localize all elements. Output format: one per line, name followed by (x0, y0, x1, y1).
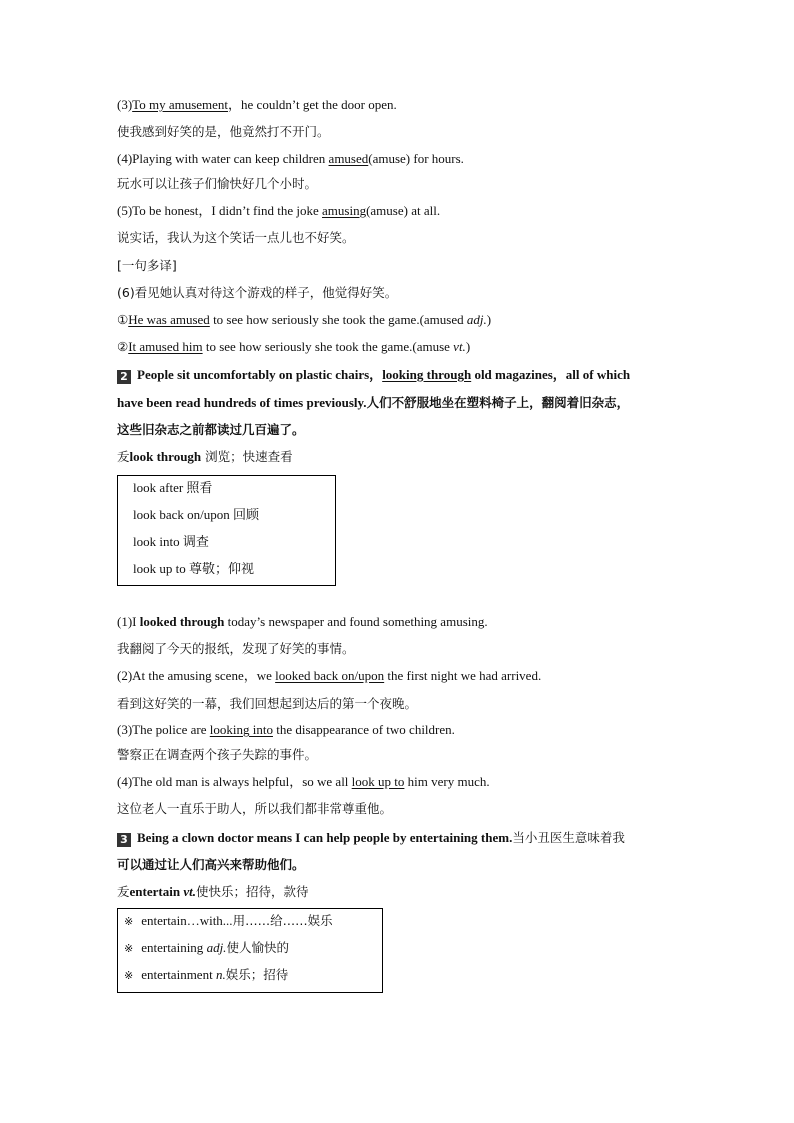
item-2-sentence-line1: 2 People sit uncomfortably on plastic chairs，looking through old magazines，all of which (117, 366, 630, 384)
phrase-box-look (117, 475, 336, 586)
example-5-translation: 说实话，我认为这个笑话一点儿也不好笑。 (117, 230, 355, 245)
phrase-box-item: ※ entertain…with...用……给……娱乐 (124, 913, 333, 928)
phrase-box-item: ※ entertainment n.娱乐；招待 (124, 967, 289, 982)
item-3-sentence-line2: 可以通过让人们高兴来帮助他们。 (117, 857, 305, 872)
example-3-translation: 使我感到好笑的是，他竟然打不开门。 (117, 124, 330, 139)
phrase-box-item: look after 照看 (133, 480, 213, 495)
example-3: (3)To my amusement，he couldn’t get the door open. (117, 97, 397, 112)
reference-mark-icon: ※ (124, 969, 134, 982)
item-2-key-term: 叐look through 浏览；快速查看 (117, 449, 293, 464)
item-2-example-4: (4)The old man is always helpful，so we all look up to him very much. (117, 774, 490, 789)
example-6: (6)看见她认真对待这个游戏的样子，他觉得好笑。 (117, 285, 398, 300)
item-3-sentence-line1: 3 Being a clown doctor means I can help people by entertaining them.当小丑医生意味着我 (117, 829, 625, 847)
phrase-box-item: look into 调查 (133, 534, 209, 549)
reference-mark-icon: ※ (124, 915, 134, 928)
reference-mark-icon: ※ (124, 942, 134, 955)
item-2-example-4-translation: 这位老人一直乐于助人，所以我们都非常尊重他。 (117, 801, 393, 816)
item-2-example-1: (1)I looked through today’s newspaper and found something amusing. (117, 614, 488, 629)
key-marker-icon: 叐 (117, 449, 130, 464)
example-6b: ②It amused him to see how seriously she took the game.(amuse vt.) (117, 339, 471, 354)
item-2-example-3-translation: 警察正在调查两个孩子失踪的事件。 (117, 747, 318, 762)
phrase-box-item: look back on/upon 回顾 (133, 507, 260, 522)
phrase-box-entertain (117, 908, 383, 993)
phrase-box-item: ※ entertaining adj.使人愉快的 (124, 940, 289, 955)
example-6a: ①He was amused to see how seriously she took the game.(amused adj.) (117, 312, 492, 327)
example-4: (4)Playing with water can keep children amused(amuse) for hours. (117, 151, 464, 166)
item-number-badge: 2 (117, 370, 131, 384)
item-2-example-1-translation: 我翻阅了今天的报纸，发现了好笑的事情。 (117, 641, 355, 656)
item-2-sentence-line2: have been read hundreds of times previously.人们不舒服地坐在塑料椅子上，翻阅着旧杂志， (117, 395, 630, 410)
section-label: [一句多译] (117, 258, 177, 273)
item-2-example-3: (3)The police are looking into the disappearance of two children. (117, 722, 455, 737)
item-number-badge: 3 (117, 833, 131, 847)
key-marker-icon: 叐 (117, 884, 130, 899)
example-5: (5)To be honest，I didn’t find the joke amusing(amuse) at all. (117, 203, 441, 218)
item-3-key-term: 叐entertain vt.使快乐；招待，款待 (117, 884, 309, 899)
item-2-sentence-line3: 这些旧杂志之前都读过几百遍了。 (117, 422, 305, 437)
item-2-example-2: (2)At the amusing scene，we looked back on/upon the first night we had arrived. (117, 668, 542, 683)
item-2-example-2-translation: 看到这好笑的一幕，我们回想起到达后的第一个夜晚。 (117, 696, 418, 711)
phrase-box-item: look up to 尊敬；仰视 (133, 561, 254, 576)
example-4-translation: 玩水可以让孩子们愉快好几个小时。 (117, 176, 318, 191)
